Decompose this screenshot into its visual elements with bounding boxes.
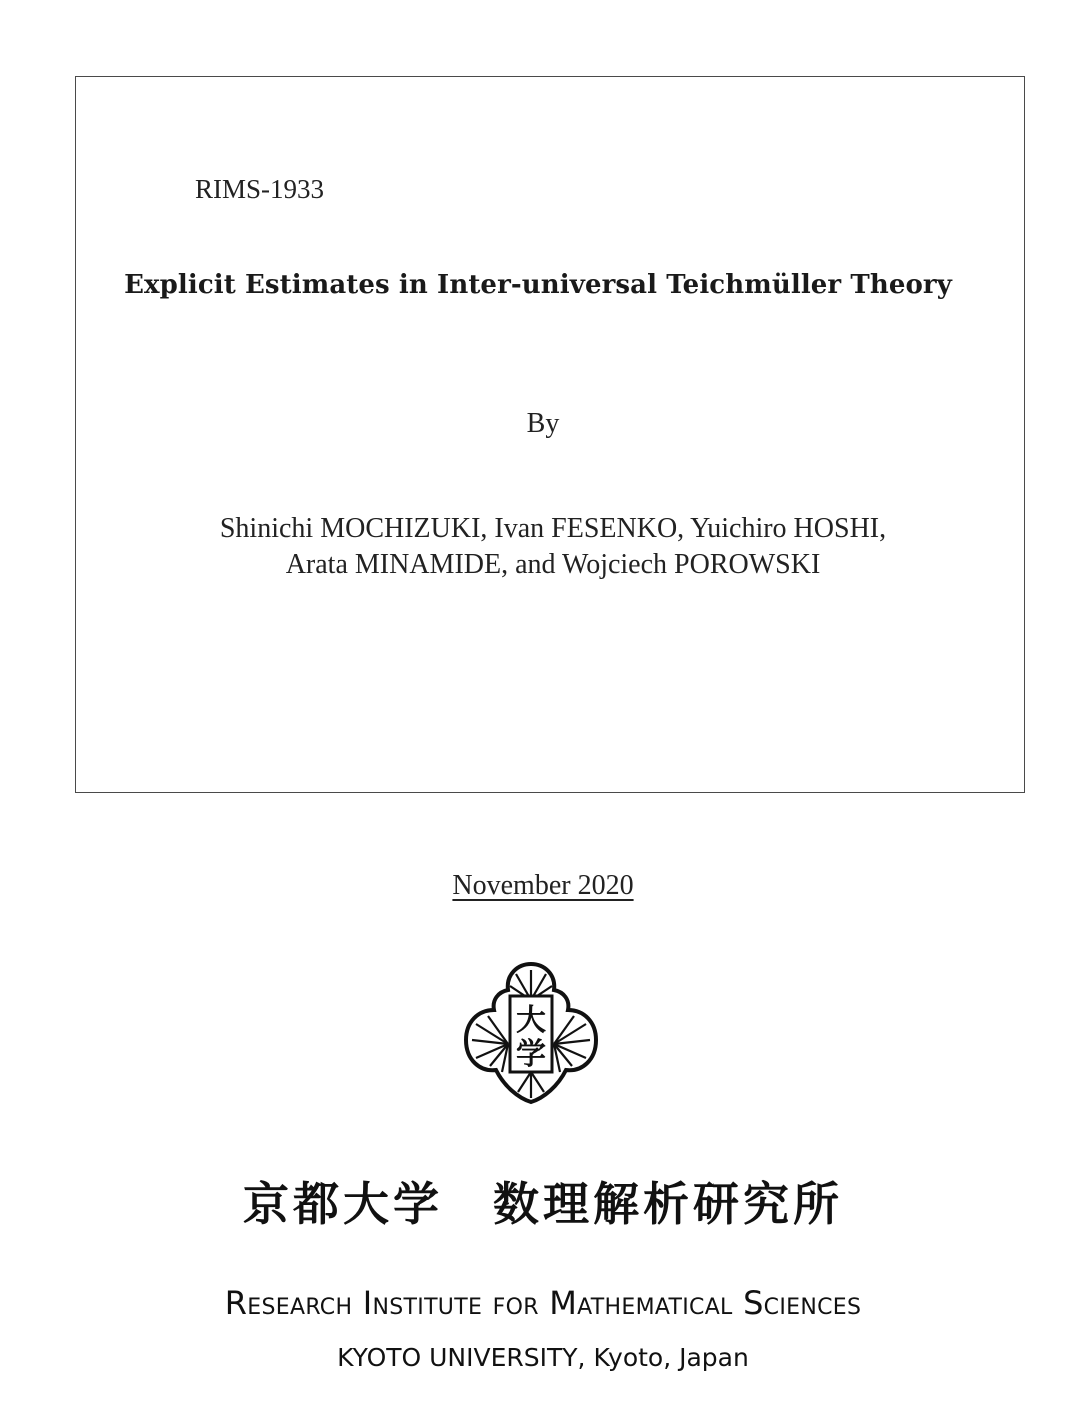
by-label: By xyxy=(526,408,560,439)
kyoto-university-emblem-icon xyxy=(460,960,602,1106)
publication-date xyxy=(0,870,1076,902)
paper-title: Explicit Estimates in Inter-universal Teichmüller Theory xyxy=(124,270,952,300)
svg-text:学: 学 xyxy=(516,1037,546,1072)
author-list xyxy=(0,511,1076,583)
publication-date-text: November 2020 xyxy=(452,870,634,901)
university-location: KYOTO UNIVERSITY, Kyoto, Japan xyxy=(337,1343,749,1372)
institute-japanese-name: 京都大学 数理解析研究所 xyxy=(243,1177,843,1231)
institute-name: Research Institute for Mathematical Sciences xyxy=(224,1284,862,1322)
author-line-1: Shinichi MOCHIZUKI, Ivan FESENKO, Yuichiro HOSHI, xyxy=(219,513,887,544)
report-number: RIMS-1933 xyxy=(195,174,325,204)
svg-text:大: 大 xyxy=(516,1003,546,1038)
author-line-2: Arata MINAMIDE, and Wojciech POROWSKI xyxy=(285,549,821,580)
